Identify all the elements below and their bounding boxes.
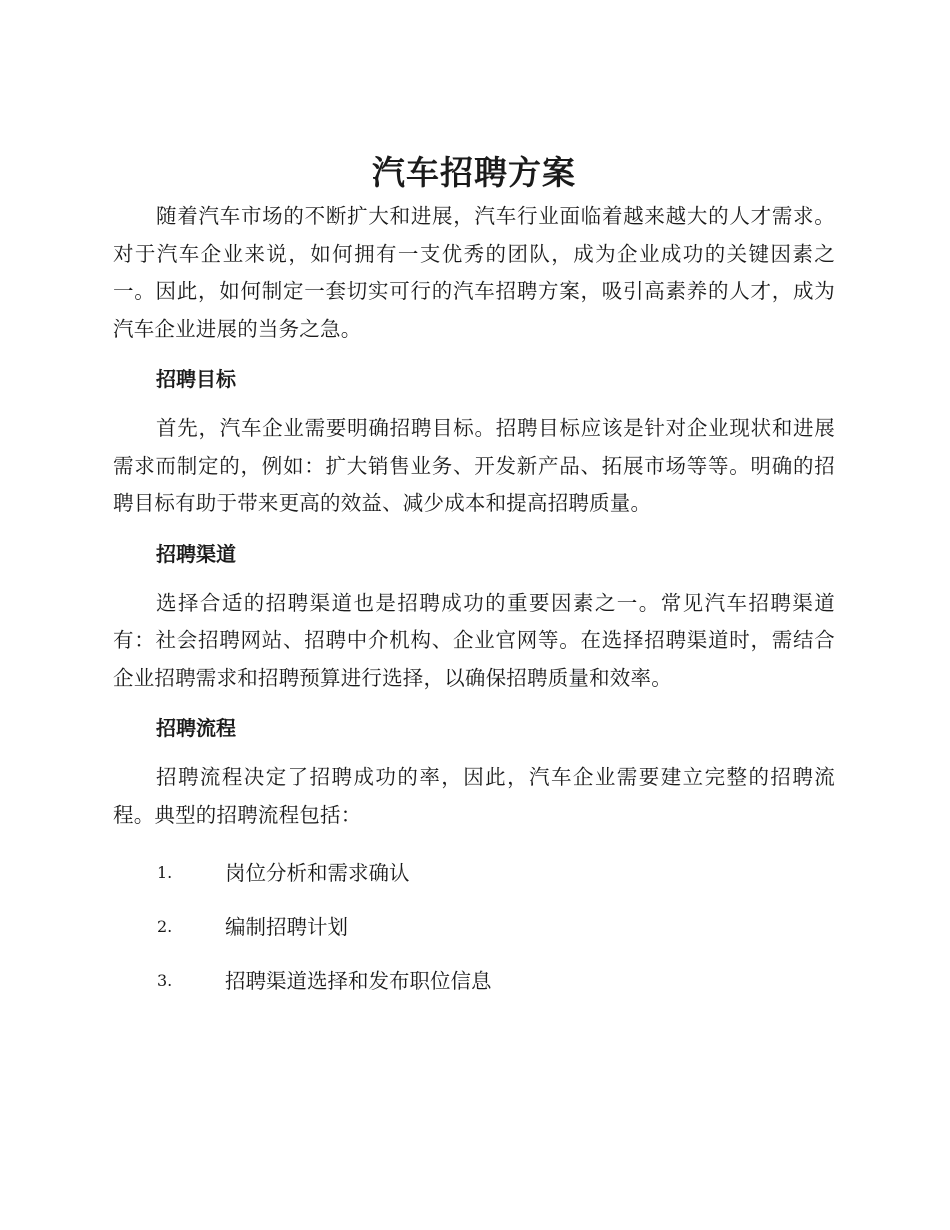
section-body-recruit-goal: 首先，汽车企业需要明确招聘目标。招聘目标应该是针对企业现状和进展需求而制定的，例如：扩大销售业务、开发新产品、拓展市场等等。明确的招聘目标有助于带来更高的效益、减少成本和提高招聘质量。 bbox=[113, 416, 835, 515]
list-item-number: 3. bbox=[157, 971, 173, 990]
list-item bbox=[113, 912, 835, 942]
list-item-number: 2. bbox=[157, 917, 173, 936]
intro-paragraph: 随着汽车市场的不断扩大和进展，汽车行业面临着越来越大的人才需求。对于汽车企业来说，如何拥有一支优秀的团队，成为企业成功的关键因素之一。因此，如何制定一套切实可行的汽车招聘方案，吸引高素养的人才，成为汽车企业进展的当务之急。 bbox=[113, 204, 835, 341]
process-step-list bbox=[113, 858, 835, 996]
list-item-text: 编制招聘计划 bbox=[225, 915, 348, 939]
section-body-recruit-channel: 选择合适的招聘渠道也是招聘成功的重要因素之一。常见汽车招聘渠道有：社会招聘网站、招聘中介机构、企业官网等。在选择招聘渠道时，需结合企业招聘需求和招聘预算进行选择，以确保招聘质量和效率。 bbox=[113, 590, 835, 690]
section-heading-recruit-goal: 招聘目标 bbox=[156, 367, 236, 391]
section-heading-recruit-channel: 招聘渠道 bbox=[156, 541, 236, 566]
section-heading-recruit-process: 招聘流程 bbox=[156, 716, 236, 740]
list-item bbox=[113, 858, 835, 888]
section-body-recruit-process: 招聘流程决定了招聘成功的率，因此，汽车企业需要建立完整的招聘流程。典型的招聘流程包括： bbox=[113, 765, 835, 827]
list-item-text: 招聘渠道选择和发布职位信息 bbox=[225, 969, 492, 993]
list-item-text: 岗位分析和需求确认 bbox=[225, 861, 410, 885]
list-item bbox=[113, 966, 835, 996]
list-item-number: 1. bbox=[157, 863, 173, 882]
document-title: 汽车招聘方案 bbox=[372, 153, 576, 192]
document-content bbox=[113, 148, 835, 996]
